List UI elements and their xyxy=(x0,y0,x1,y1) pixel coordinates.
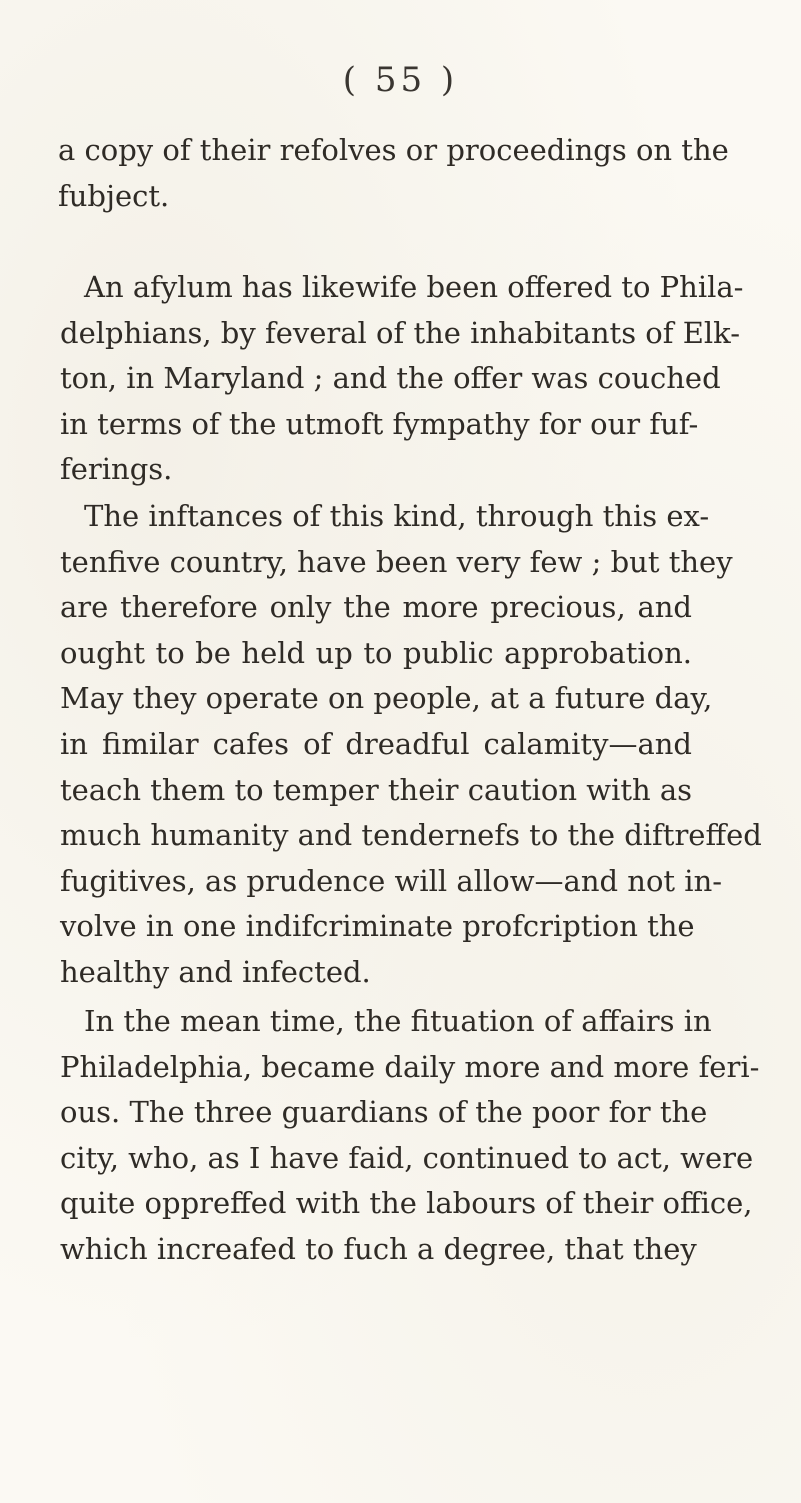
paragraph xyxy=(60,999,760,1273)
paragraph xyxy=(58,128,729,219)
text-line: teach them to temper their caution with as xyxy=(60,772,693,807)
text-line: ferings. xyxy=(60,452,173,487)
text-line: city, who, as I have faid, continued to act, were xyxy=(60,1140,754,1175)
text-line: quite oppreffed with the labours of their office, xyxy=(60,1186,753,1221)
text-line: fugitives, as prudence will allow—and not in- xyxy=(60,863,723,898)
page-number: ( 55 ) xyxy=(342,60,459,100)
text-line: delphians, by feveral of the inhabitants of Elk- xyxy=(60,315,741,350)
text-line: in terms of the utmoft fympathy for our fuf- xyxy=(60,406,699,441)
text-line: The inftances of this kind, through this ex- xyxy=(84,499,710,533)
text-line: Philadelphia, became daily more and more feri- xyxy=(60,1049,760,1084)
text-line: tenfive country, have been very few ; but they xyxy=(60,544,733,579)
text-line: a copy of their refolves or proceedings on the xyxy=(58,133,729,167)
text-line: in fimilar cafes of dreadful calamity—and xyxy=(60,726,692,761)
text-line: In the mean time, the fituation of affairs in xyxy=(84,1004,712,1038)
paragraph xyxy=(60,265,744,493)
text-line: May they operate on people, at a future day, xyxy=(60,681,713,716)
text-line: are therefore only the more precious, and xyxy=(60,590,692,625)
paragraph xyxy=(60,494,762,996)
text-line: fubject. xyxy=(58,178,170,213)
text-line: volve in one indifcriminate profcription the xyxy=(60,909,695,944)
text-line: ought to be held up to public approbation. xyxy=(60,635,692,670)
text-line: An afylum has likewife been offered to Phila- xyxy=(84,270,744,304)
text-line: ous. The three guardians of the poor for the xyxy=(60,1095,708,1130)
text-line: much humanity and tendernefs to the diftreffed xyxy=(60,818,762,853)
text-line: healthy and infected. xyxy=(60,954,371,989)
text-line: which increafed to fuch a degree, that they xyxy=(60,1231,697,1266)
text-line: ton, in Maryland ; and the offer was couched xyxy=(60,361,721,396)
